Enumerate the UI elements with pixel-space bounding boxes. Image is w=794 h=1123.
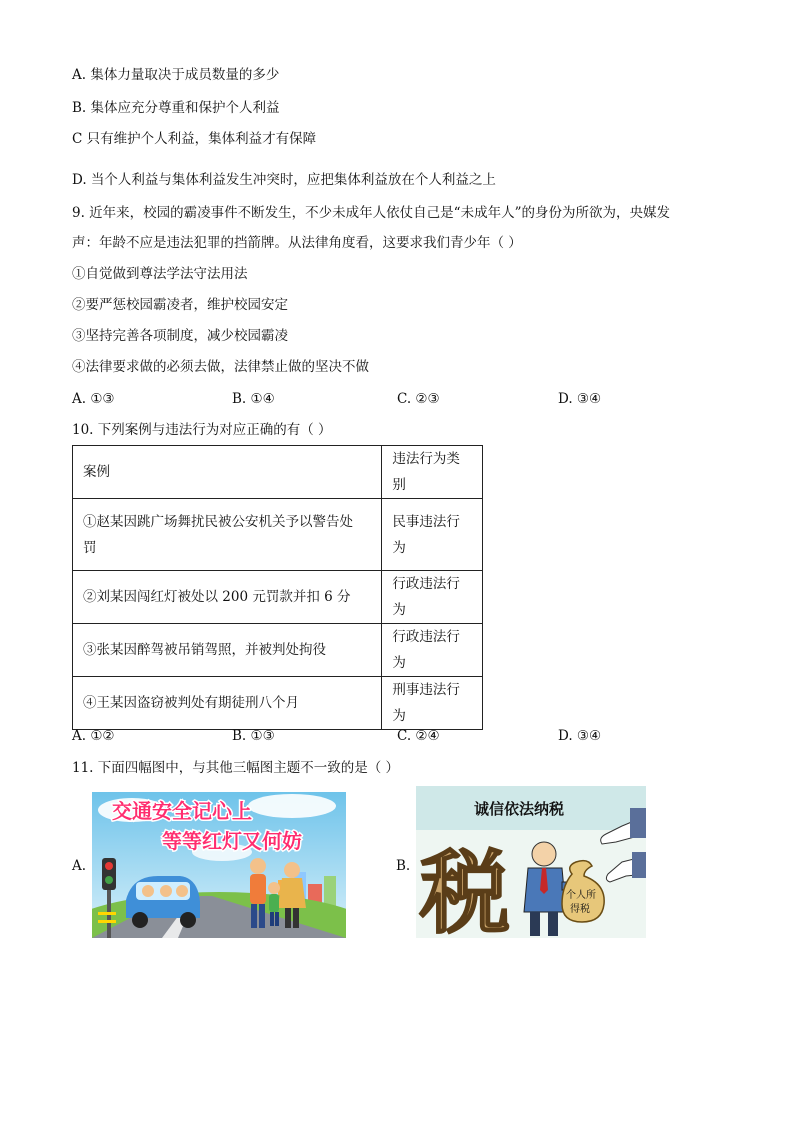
case-cell: ③张某因醉驾被吊销驾照，并被判处拘役 [73, 624, 382, 677]
case-cell: ②刘某因闯红灯被处以 200 元罚款并扣 6 分 [73, 571, 382, 624]
type-cell: 民事违法行为 [382, 499, 483, 571]
q11-option-b-label[interactable]: B. [396, 858, 411, 874]
q9-stem-line1: 9. 近年来，校园的霸凌事件不断发生，不少未成年人依仗自己是“未成年人”的身份为所欲为，央媒发 [72, 205, 670, 221]
q9-stem-line2: 声：年龄不应是违法犯罪的挡箭牌。从法律角度看，这要求我们青少年（ ） [72, 235, 522, 251]
table-row [73, 499, 483, 571]
q9-item-3: ③坚持完善各项制度，减少校园霸凌 [72, 328, 288, 344]
q8-option-a: A. 集体力量取决于成员数量的多少 [72, 67, 280, 83]
tax-honesty-cartoon[interactable] [416, 786, 646, 938]
header-case: 案例 [73, 446, 382, 499]
table-row [73, 677, 483, 730]
case-cell [73, 499, 382, 571]
q10-option-d[interactable]: D. ③④ [558, 728, 602, 744]
q10-option-b[interactable]: B. ①③ [232, 728, 275, 744]
q9-option-b[interactable]: B. ①④ [232, 391, 275, 407]
q8-option-d: D. 当个人利益与集体利益发生冲突时，应把集体利益放在个人利益之上 [72, 172, 496, 188]
q11-stem: 11. 下面四幅图中，与其他三幅图主题不一致的是（ ） [72, 760, 400, 776]
q10-option-a[interactable]: A. ①② [72, 728, 115, 744]
type-cell: 行政违法行为 [382, 571, 483, 624]
tax-big-character: 税 [420, 840, 510, 938]
bag-label-line2: 得税 [570, 904, 590, 915]
q8-option-b: B. 集体应充分尊重和保护个人利益 [72, 100, 280, 116]
q9-item-4: ④法律要求做的必须去做，法律禁止做的坚决不做 [72, 359, 369, 375]
cartoon-title: 诚信依法纳税 [474, 800, 565, 818]
q9-option-d[interactable]: D. ③④ [558, 391, 602, 407]
header-type: 违法行为类别 [382, 446, 483, 499]
q10-stem: 10. 下列案例与违法行为对应正确的有（ ） [72, 422, 332, 438]
poster-slogan-line1: 交通安全记心上 [112, 799, 252, 823]
q9-option-a[interactable]: A. ①③ [72, 391, 115, 407]
table-row [73, 624, 483, 677]
case-text-line1: ①赵某因跳广场舞扰民被公安机关予以警告处 [83, 513, 353, 530]
q8-option-c: C 只有维护个人利益，集体利益才有保障 [72, 131, 317, 147]
q10-case-table [72, 445, 483, 730]
traffic-safety-poster[interactable] [92, 792, 346, 938]
table-header-row [73, 446, 483, 499]
bag-label-line1: 个人所 [566, 890, 596, 901]
table-row [73, 571, 483, 624]
type-cell: 刑事违法行为 [382, 677, 483, 730]
q9-item-2: ②要严惩校园霸凌者，维护校园安定 [72, 297, 288, 313]
type-cell: 行政违法行为 [382, 624, 483, 677]
q10-option-c[interactable]: C. ②④ [397, 728, 440, 744]
q9-option-c[interactable]: C. ②③ [397, 391, 440, 407]
case-cell: ④王某因盗窃被判处有期徒刑八个月 [73, 677, 382, 730]
poster-slogan-line2: 等等红灯又何妨 [162, 829, 302, 853]
q9-item-1: ①自觉做到尊法学法守法用法 [72, 266, 248, 282]
case-text-line2: 罚 [83, 539, 97, 556]
q11-option-a-label[interactable]: A. [72, 858, 87, 874]
